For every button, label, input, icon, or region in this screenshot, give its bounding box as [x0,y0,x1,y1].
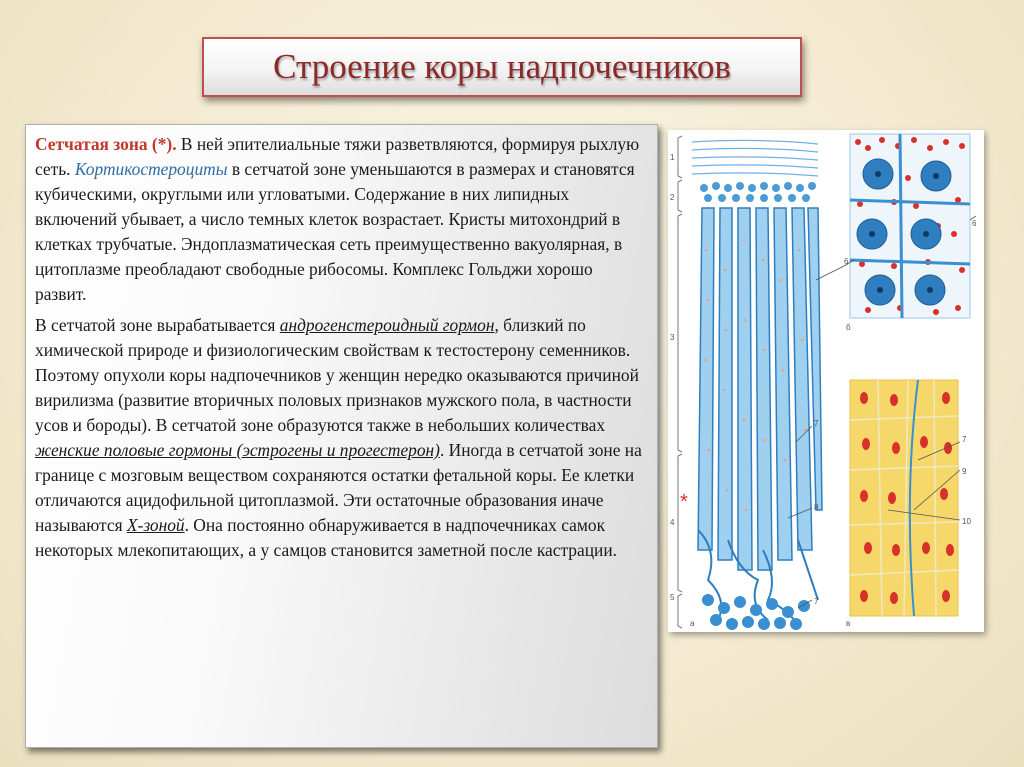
title-box [202,37,802,97]
panel-a-cortex [688,134,824,630]
callout-8: 8 [814,503,819,512]
term-androgen: андрогенстероидный гормон [279,315,495,335]
histology-illustration [668,130,984,632]
paragraph-2 [35,313,645,563]
para2-text-c: . Иногда в сетчатой зоне на границе с мозговым веществом сохраняются остатки фетальной коры. Ее клетки отличаются ацидофильной цитоплазмой. Эти остаточные образования иначе называются [35,440,642,535]
panel-b-cells [850,134,970,318]
zone-bracket [678,136,682,628]
zone-label-3: 3 [670,333,675,342]
panel-label-c: в [846,619,851,628]
callout-9: 9 [962,467,967,476]
term-female-hormones: женские половые гормоны (эстрогены и прогестерон) [35,440,440,460]
callout-7a: 7 [814,419,819,428]
zone-label-5: 5 [670,593,675,602]
panel-label-a: а [690,619,695,628]
paragraph-1 [35,132,645,307]
zone-label-2: 2 [670,193,675,202]
zone-label-4: 4 [670,518,675,527]
para2-text-d: . Она постоянно обнаруживается в надпочечниках самок некоторых млекопитающих, а у самцов становится заметной после кастрации. [35,515,617,560]
para1-text-a: В ней эпителиальные тяжи разветвляются, формируя рыхлую сеть. [35,134,640,179]
para2-text-a: В сетчатой зоне вырабатывается [35,315,280,335]
term-corticosterocytes: Кортикостероциты [74,159,228,179]
zone-label-1: 1 [670,153,675,162]
zone-numbers [670,153,675,602]
histology-figure [668,130,984,632]
text-panel [25,124,658,748]
zone-lead: Сетчатая зона (*). [35,134,177,154]
slide-title: Строение коры надпочечников [273,47,731,86]
term-x-zone: Х-зоной [126,515,185,535]
para1-text-b: в сетчатой зоне уменьшаются в размерах и становятся кубическими, округлыми или угловатыми. Содержание в них липидных включений убывает, а число темных клеток возрастает. Кристы митохондрий в клетках трубчатые. Эндоплазматическая сеть преимущественно вакуолярная, в цитоплазме преобладают свободные рибосомы. Комплекс Гольджи хорошо развит. [35,159,635,304]
para2-text-b: , близкий по химической природе и физиологическим свойствам к тестостерону семенников. Поэтому опухоли коры надпочечников у женщин нередко оказываются причиной вирилизма (развитие вторичных половых признаков мужского пола, в частности усов и бороды). В сетчатой зоне образуются также в небольших количествах [35,315,639,435]
reticular-marker: * [680,491,688,513]
callout-6b: 6 [844,257,849,266]
callout-6a: 6 [972,219,977,228]
panel-c-cells [850,380,958,616]
panel-label-b: б [846,323,851,332]
callout-10: 10 [962,517,971,526]
callout-7c: 7 [962,435,967,444]
callout-7b: 7 [814,597,819,606]
